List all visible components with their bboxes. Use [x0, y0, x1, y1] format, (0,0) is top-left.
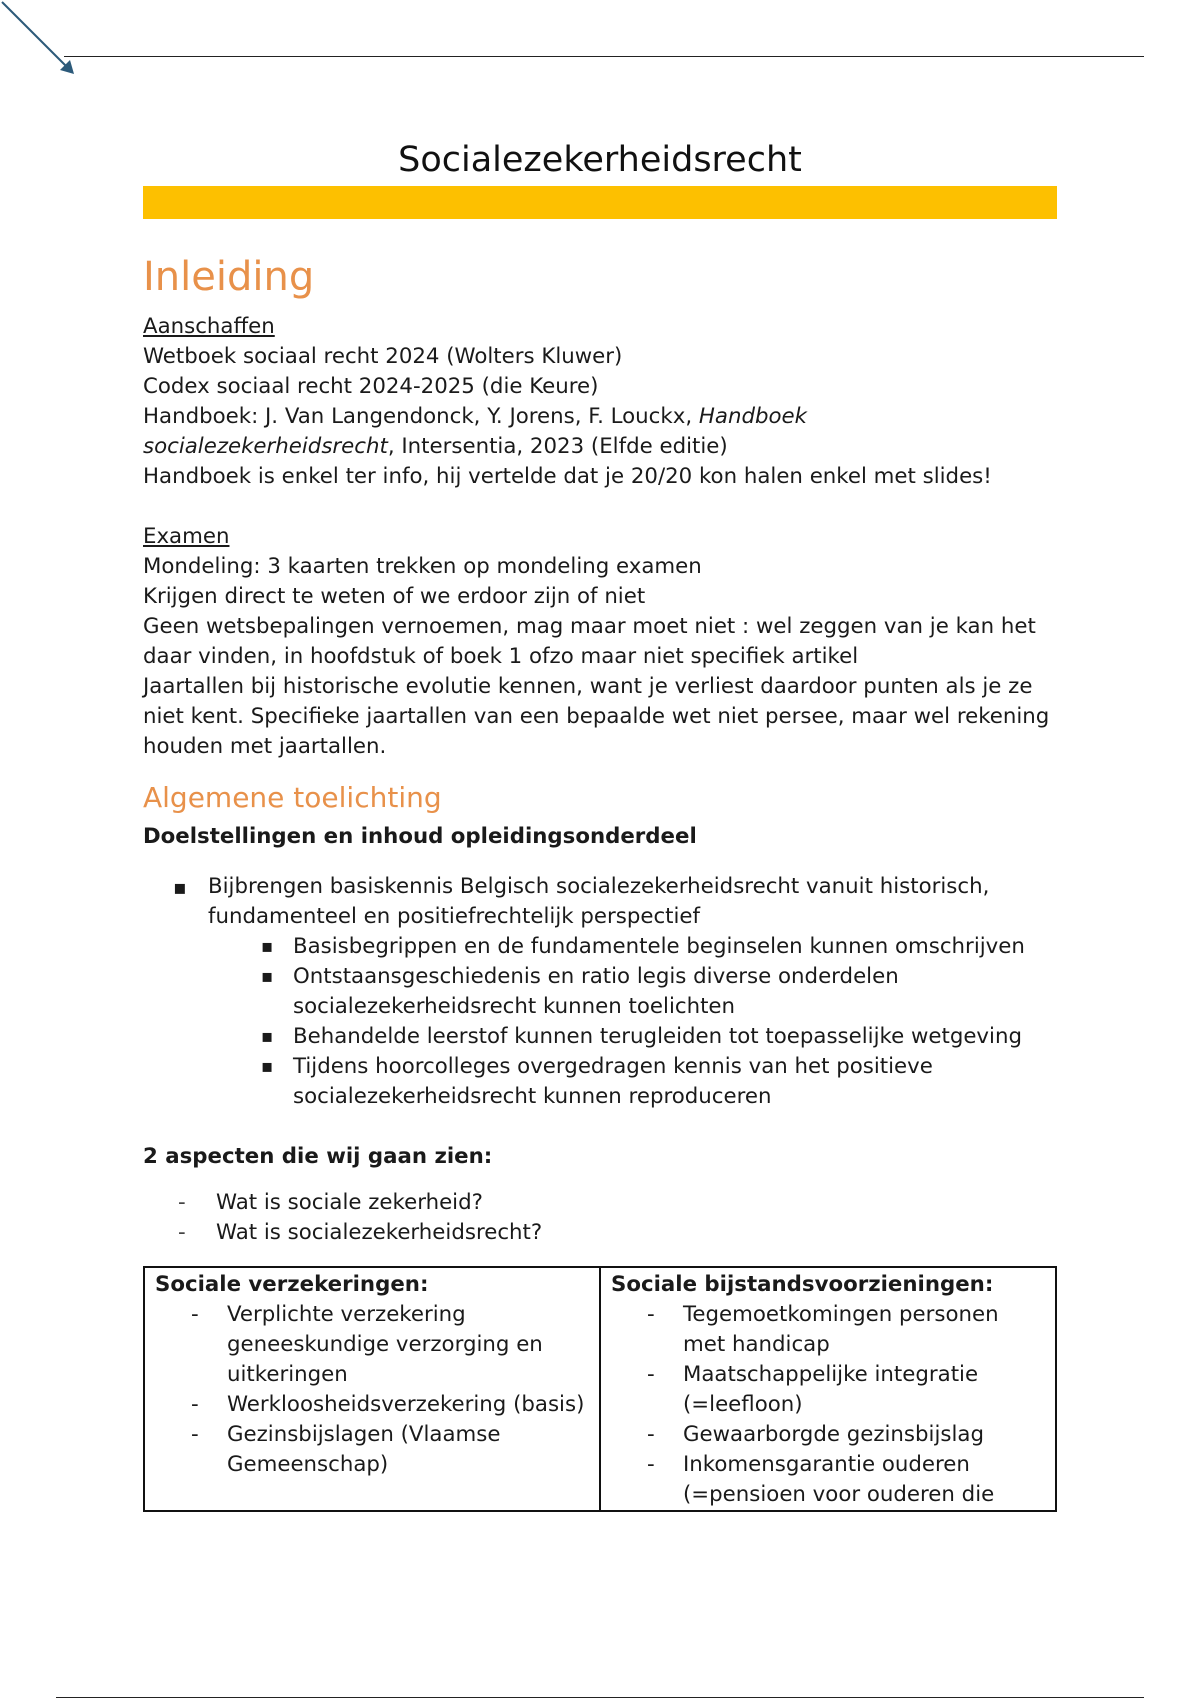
document-title: Socialezekerheidsrecht	[398, 140, 802, 180]
table-cell-right	[600, 1267, 1056, 1511]
examen-line-4: Jaartallen bij historische evolutie kennen, want je verliest daardoor punten als je ze niet kent. Specifieke jaartallen van een bepaalde wet niet persee, maar wel rekening houden met jaartallen.	[143, 674, 1050, 759]
goal-sub-item: ▪ Basisbegrippen en de fundamentele beginselen kunnen omschrijven	[293, 932, 1057, 962]
aanschaffen-note: Handboek is enkel ter info, hij vertelde dat je 20/20 kon halen enkel met slides!	[143, 464, 992, 489]
examen-line-3: Geen wetsbepalingen vernoemen, mag maar moet niet : wel zeggen van je kan het daar vinden, in hoofdstuk of boek 1 ofzo maar niet specifiek artikel	[143, 614, 1036, 669]
heading-inleiding: Inleiding	[143, 254, 315, 300]
list-item: - Verplichte verzekering geneeskundige verzorging en uitkeringen	[227, 1300, 589, 1390]
examen-line-1: Mondeling: 3 kaarten trekken op mondeling examen	[143, 554, 702, 579]
list-item: - Gewaarborgde gezinsbijslag	[683, 1420, 1045, 1450]
aspect-item: - Wat is socialezekerheidsrecht?	[216, 1218, 1057, 1248]
title-accent-bar	[143, 186, 1057, 219]
heading-aspecten: 2 aspecten die wij gaan zien:	[143, 1144, 493, 1169]
list-item: - Inkomensgarantie ouderen (=pensioen voor ouderen die	[683, 1450, 1045, 1510]
goal-sub-item: ▪ Behandelde leerstof kunnen terugleiden tot toepasselijke wetgeving	[293, 1022, 1057, 1052]
heading-doelstellingen: Doelstellingen en inhoud opleidingsonderdeel	[143, 824, 697, 849]
goal-sub-list	[208, 932, 1057, 1112]
label-aanschaffen: Aanschaffen	[143, 314, 275, 339]
cell-heading: Sociale verzekeringen:	[155, 1272, 429, 1297]
goal-sub-item: ▪ Ontstaansgeschiedenis en ratio legis diverse onderdelen socialezekerheidsrecht kunnen toelichten	[293, 962, 1057, 1022]
aanschaffen-line-1: Wetboek sociaal recht 2024 (Wolters Kluwer)	[143, 344, 623, 369]
overview-table	[143, 1266, 1057, 1512]
list-item: - Maatschappelijke integratie (=leefloon)	[683, 1360, 1045, 1420]
aspect-item: - Wat is sociale zekerheid?	[216, 1188, 1057, 1218]
examen-line-2: Krijgen direct te weten of we erdoor zijn of niet	[143, 584, 646, 609]
cell-heading: Sociale bijstandsvoorzieningen:	[611, 1272, 994, 1297]
table-row	[144, 1267, 1056, 1511]
list-item: - Werkloosheidsverzekering (basis)	[227, 1390, 589, 1420]
footer-rule	[56, 1697, 1144, 1698]
list-item: - Gezinsbijslagen (Vlaamse Gemeenschap)	[227, 1420, 589, 1480]
goal-main-bullet	[208, 872, 1057, 1112]
cell-list	[155, 1300, 589, 1480]
handbook-suffix: , Intersentia, 2023 (Elfde editie)	[387, 434, 728, 459]
cell-list	[611, 1300, 1045, 1510]
handbook-title: Handboek socialezekerheidsrecht	[143, 404, 807, 459]
spacer	[143, 1112, 1057, 1142]
corner-arrow-icon	[0, 0, 80, 80]
heading-algemene-toelichting: Algemene toelichting	[143, 781, 442, 814]
handbook-prefix: Handboek: J. Van Langendonck, Y. Jorens, F. Louckx,	[143, 404, 699, 429]
document-body	[143, 252, 1057, 1512]
goals-list	[143, 872, 1057, 1112]
goal-main-text: Bijbrengen basiskennis Belgisch socialezekerheidsrecht vanuit historisch, fundamenteel en positiefrechtelijk perspectief	[208, 874, 990, 929]
goal-sub-item: ▪ Tijdens hoorcolleges overgedragen kennis van het positieve socialezekerheidsrecht kunnen reproduceren	[293, 1052, 1057, 1112]
list-item: - Tegemoetkomingen personen met handicap	[683, 1300, 1045, 1360]
table-cell-left	[144, 1267, 600, 1511]
aanschaffen-handbook	[143, 402, 1057, 462]
aanschaffen-line-2: Codex sociaal recht 2024-2025 (die Keure)	[143, 374, 599, 399]
label-examen: Examen	[143, 524, 230, 549]
spacer	[143, 492, 1057, 522]
aspects-list	[143, 1188, 1057, 1248]
header-rule	[64, 56, 1144, 57]
